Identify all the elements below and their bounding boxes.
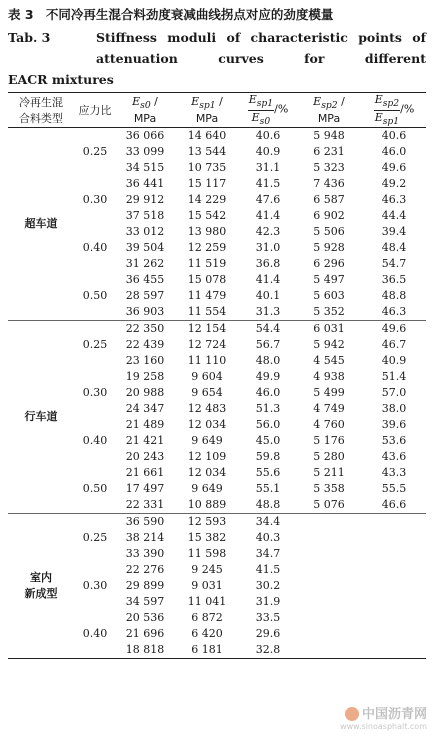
stress-ratio-cell: 0.25 [74, 321, 116, 370]
header-ratio-sp1-s0: $\frac{E_{sp1}}{E_{s0}}$ /% [240, 93, 296, 128]
value-cell: 34.7 [255, 547, 281, 560]
value-cell: 12 593 [174, 514, 240, 531]
value-cell: 5 942 [313, 338, 345, 351]
value-cell: 11 519 [187, 257, 227, 270]
value-cell: 14 640 [187, 129, 227, 142]
stress-ratio-cell: 0.30 [82, 386, 108, 399]
value-cell: 23 160 [125, 354, 165, 367]
value-cell: 39 504 [125, 241, 165, 254]
value-cell: 12 034 [187, 466, 227, 479]
value-cell: 5 499 [313, 386, 345, 399]
stress-ratio-cell: 0.25 [74, 514, 116, 563]
value-cell: 29.6 [255, 627, 281, 640]
value-cell: 7 436 [313, 177, 345, 190]
value-cell: 5 176 [313, 434, 345, 447]
value-cell: 9 649 [191, 482, 223, 495]
value-cell: 42.3 [255, 225, 281, 238]
value-cell: 41.4 [255, 273, 281, 286]
value-cell: 43.6 [381, 450, 407, 463]
value-cell: 10 889 [187, 498, 227, 511]
value-cell [362, 514, 426, 531]
value-cell: 5 506 [313, 225, 345, 238]
value-cell: 40.3 [255, 531, 281, 544]
value-cell: 5 280 [313, 450, 345, 463]
value-cell [296, 546, 362, 562]
value-cell: 36 455 [125, 273, 165, 286]
value-cell: 49.6 [362, 321, 426, 338]
table-row [8, 514, 426, 531]
value-cell: 46.0 [381, 145, 407, 158]
value-cell: 46.7 [381, 338, 407, 351]
header-e-sp2: $E_{sp2}$ / MPa [296, 93, 362, 128]
header-mixture-type: 冷再生混 合料类型 [8, 93, 74, 128]
table-body [8, 128, 426, 659]
value-cell: 5 076 [313, 498, 345, 511]
value-cell [296, 514, 362, 531]
header-ratio-sp2-sp1: $\frac{E_{sp2}}{E_{sp1}}$ /% [362, 93, 426, 128]
watermark [340, 703, 427, 731]
value-cell [362, 530, 426, 546]
value-cell [362, 610, 426, 626]
value-cell: 34 515 [125, 161, 165, 174]
value-cell: 29 899 [125, 579, 165, 592]
value-cell: 4 760 [313, 418, 345, 431]
value-cell: 22 350 [116, 321, 174, 338]
value-cell: 9 604 [191, 370, 223, 383]
value-cell: 57.0 [381, 386, 407, 399]
caption-en-word: moduli [167, 30, 217, 45]
value-cell: 54.4 [240, 321, 296, 338]
value-cell: 12 259 [187, 241, 227, 254]
value-cell: 17 497 [125, 482, 165, 495]
value-cell: 39.4 [381, 225, 407, 238]
value-cell: 6 902 [313, 209, 345, 222]
value-cell: 5 211 [313, 466, 345, 479]
value-cell: 5 497 [313, 273, 345, 286]
value-cell: 22 439 [125, 338, 165, 351]
value-cell: 29 912 [125, 193, 165, 206]
value-cell: 48.8 [381, 289, 407, 302]
value-cell: 15 078 [187, 273, 227, 286]
value-cell: 41.5 [255, 177, 281, 190]
value-cell: 20 988 [125, 386, 165, 399]
caption-en-word: characteristic [250, 30, 348, 45]
value-cell: 34 597 [125, 595, 165, 608]
value-cell: 9 031 [191, 579, 223, 592]
value-cell: 10 735 [187, 161, 227, 174]
stress-ratio-cell: 0.50 [82, 289, 108, 302]
value-cell: 36.5 [381, 273, 407, 286]
value-cell: 44.4 [381, 209, 407, 222]
caption-en-word: for [304, 51, 325, 66]
value-cell [362, 642, 426, 659]
watermark-url: www.sinoasphalt.com [340, 722, 427, 731]
value-cell [296, 626, 362, 642]
value-cell: 5 948 [313, 129, 345, 142]
value-cell: 6 587 [313, 193, 345, 206]
caption-en-word: Stiffness [96, 30, 157, 45]
value-cell [296, 610, 362, 626]
value-cell: 6 181 [191, 643, 223, 656]
value-cell: 40.6 [255, 129, 281, 142]
value-cell: 4 545 [313, 354, 345, 367]
value-cell: 6 872 [191, 611, 223, 624]
value-cell: 48.8 [255, 498, 281, 511]
value-cell [296, 562, 362, 578]
stress-ratio-cell: 0.40 [82, 434, 108, 447]
value-cell: 15 542 [187, 209, 227, 222]
table-caption-en [8, 27, 426, 90]
header-e-s0: $E_{s0}$ / MPa [116, 93, 174, 128]
value-cell: 46.3 [381, 193, 407, 206]
value-cell: 31.3 [255, 305, 281, 318]
caption-en-word: different [364, 51, 426, 66]
value-cell: 20 536 [125, 611, 165, 624]
value-cell: 11 110 [187, 354, 227, 367]
value-cell: 6 296 [313, 257, 345, 270]
stress-ratio-cell: 0.25 [82, 145, 108, 158]
value-cell: 30.2 [255, 579, 281, 592]
caption-en-label: Tab. 3 [8, 30, 51, 45]
value-cell: 36 441 [125, 177, 165, 190]
caption-cn-number: 表 3 [8, 7, 34, 22]
value-cell: 36 903 [125, 305, 165, 318]
value-cell: 51.4 [381, 370, 407, 383]
value-cell: 12 109 [187, 450, 227, 463]
value-cell: 37 518 [125, 209, 165, 222]
value-cell [296, 594, 362, 610]
value-cell: 33 012 [125, 225, 165, 238]
value-cell: 54.7 [381, 257, 407, 270]
value-cell: 22 331 [125, 498, 165, 511]
value-cell: 33.5 [255, 611, 281, 624]
value-cell: 32.8 [255, 643, 281, 656]
value-cell: 18 818 [125, 643, 165, 656]
value-cell: 28 597 [125, 289, 165, 302]
value-cell: 34.4 [240, 514, 296, 531]
mixture-type-cell: 行车道 [8, 321, 74, 514]
value-cell: 6 031 [296, 321, 362, 338]
value-cell: 9 649 [191, 434, 223, 447]
value-cell: 9 654 [191, 386, 223, 399]
value-cell: 31 262 [125, 257, 165, 270]
value-cell: 12 154 [174, 321, 240, 338]
stiffness-table [8, 92, 426, 659]
header-stress-ratio: 应力比 [74, 93, 116, 128]
value-cell: 31.1 [255, 161, 281, 174]
value-cell: 40.9 [381, 354, 407, 367]
value-cell: 55.5 [381, 482, 407, 495]
caption-en-word: attenuation [96, 51, 178, 66]
value-cell: 49.6 [381, 161, 407, 174]
value-cell: 38.0 [381, 402, 407, 415]
table-caption-cn [8, 5, 333, 23]
value-cell: 56.0 [255, 418, 281, 431]
caption-en-word: curves [218, 51, 264, 66]
value-cell: 40.1 [255, 289, 281, 302]
value-cell: 40.9 [255, 145, 281, 158]
value-cell: 5 323 [313, 161, 345, 174]
value-cell: 49.2 [381, 177, 407, 190]
stress-ratio-cell: 0.30 [82, 193, 108, 206]
value-cell: 5 603 [313, 289, 345, 302]
value-cell: 13 980 [187, 225, 227, 238]
value-cell: 39.6 [381, 418, 407, 431]
table-header-row [8, 93, 426, 128]
value-cell: 20 243 [125, 450, 165, 463]
value-cell [362, 594, 426, 610]
asphalt-logo-icon [345, 707, 359, 721]
value-cell [296, 642, 362, 659]
value-cell: 41.4 [255, 209, 281, 222]
value-cell: 9 245 [191, 563, 223, 576]
value-cell: 31.9 [255, 595, 281, 608]
value-cell: 6 420 [191, 627, 223, 640]
value-cell: 46.0 [255, 386, 281, 399]
value-cell: 45.0 [255, 434, 281, 447]
table-row [8, 128, 426, 145]
value-cell [362, 626, 426, 642]
caption-en-word: points [358, 30, 402, 45]
value-cell [296, 530, 362, 546]
mixture-type-cell: 超车道 [24, 217, 58, 230]
value-cell: 48.4 [381, 241, 407, 254]
value-cell: 41.5 [255, 563, 281, 576]
caption-en-word: of [226, 30, 241, 45]
value-cell: 36.8 [255, 257, 281, 270]
stress-ratio-cell: 0.50 [82, 482, 108, 495]
value-cell: 56.7 [255, 338, 281, 351]
value-cell: 40.6 [381, 129, 407, 142]
value-cell: 12 724 [187, 338, 227, 351]
value-cell: 15 117 [187, 177, 227, 190]
value-cell: 21 421 [125, 434, 165, 447]
value-cell: 5 352 [313, 305, 345, 318]
value-cell: 46.3 [381, 305, 407, 318]
value-cell: 33 099 [125, 145, 165, 158]
value-cell: 5 928 [313, 241, 345, 254]
value-cell: 11 598 [187, 547, 227, 560]
caption-en-word: of [412, 30, 426, 45]
header-e-sp1: $E_{sp1}$ / MPa [174, 93, 240, 128]
value-cell: 38 214 [125, 531, 165, 544]
value-cell: 46.6 [381, 498, 407, 511]
value-cell: 53.6 [381, 434, 407, 447]
value-cell: 21 489 [125, 418, 165, 431]
value-cell: 11 554 [187, 305, 227, 318]
value-cell [362, 578, 426, 594]
stress-ratio-cell: 0.40 [82, 241, 108, 254]
value-cell: 22 276 [125, 563, 165, 576]
value-cell: 36 066 [125, 129, 165, 142]
value-cell: 5 358 [313, 482, 345, 495]
value-cell [362, 546, 426, 562]
value-cell: 15 382 [187, 531, 227, 544]
watermark-title: 中国沥青网 [361, 707, 427, 722]
value-cell: 47.6 [255, 193, 281, 206]
table-row [8, 321, 426, 338]
value-cell: 4 749 [313, 402, 345, 415]
value-cell: 43.3 [381, 466, 407, 479]
value-cell: 33 390 [125, 547, 165, 560]
value-cell: 21 696 [125, 627, 165, 640]
value-cell [362, 562, 426, 578]
value-cell: 14 229 [187, 193, 227, 206]
stress-ratio-cell: 0.30 [82, 579, 108, 592]
value-cell: 51.3 [255, 402, 281, 415]
value-cell: 55.6 [255, 466, 281, 479]
mixture-type-cell: 室内 新成型 [8, 514, 74, 659]
value-cell: 6 231 [313, 145, 345, 158]
value-cell: 12 483 [187, 402, 227, 415]
value-cell: 11 479 [187, 289, 227, 302]
value-cell: 49.9 [255, 370, 281, 383]
value-cell: 31.0 [255, 241, 281, 254]
caption-en-line3: EACR mixtures [8, 72, 114, 87]
caption-cn-title: 不同冷再生混合料劲度衰减曲线拐点对应的劲度模量 [45, 7, 334, 22]
value-cell: 36 590 [116, 514, 174, 531]
value-cell: 59.8 [255, 450, 281, 463]
value-cell: 55.1 [255, 482, 281, 495]
value-cell: 21 661 [125, 466, 165, 479]
value-cell: 13 544 [187, 145, 227, 158]
value-cell: 24 347 [125, 402, 165, 415]
value-cell: 48.0 [255, 354, 281, 367]
stress-ratio-cell: 0.40 [82, 627, 108, 640]
value-cell: 4 938 [313, 370, 345, 383]
value-cell: 19 258 [125, 370, 165, 383]
value-cell: 12 034 [187, 418, 227, 431]
value-cell [296, 578, 362, 594]
value-cell: 11 041 [187, 595, 227, 608]
